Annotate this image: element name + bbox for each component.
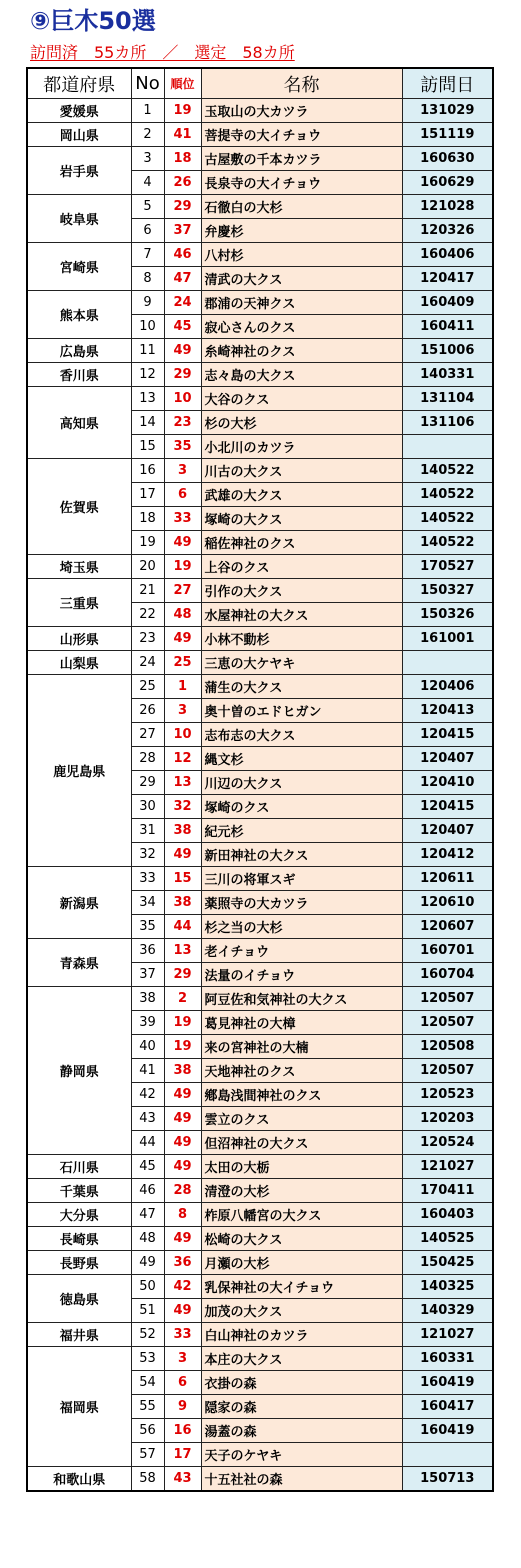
name-cell: 白山神社のカツラ <box>201 1323 402 1347</box>
visit-date-cell: 120507 <box>402 1059 493 1083</box>
table-row <box>27 99 493 123</box>
rank-cell: 33 <box>164 507 201 531</box>
number-cell: 54 <box>131 1371 164 1395</box>
header-prefecture: 都道府県 <box>27 68 131 99</box>
visit-date-cell: 120407 <box>402 747 493 771</box>
name-cell: 法量のイチョウ <box>201 963 402 987</box>
prefecture-cell: 埼玉県 <box>27 555 131 579</box>
name-cell: 八村杉 <box>201 243 402 267</box>
visit-date-cell <box>402 435 493 459</box>
visit-date-cell: 120415 <box>402 795 493 819</box>
number-cell: 26 <box>131 699 164 723</box>
prefecture-cell: 長崎県 <box>27 1227 131 1251</box>
rank-cell: 1 <box>164 675 201 699</box>
name-cell: 水屋神社の大クス <box>201 603 402 627</box>
number-cell: 9 <box>131 291 164 315</box>
name-cell: 但沼神社の大クス <box>201 1131 402 1155</box>
visit-date-cell: 140525 <box>402 1227 493 1251</box>
visit-date-cell: 120508 <box>402 1035 493 1059</box>
name-cell: 天地神社のクス <box>201 1059 402 1083</box>
table-row <box>27 1275 493 1299</box>
rank-cell: 2 <box>164 987 201 1011</box>
rank-cell: 49 <box>164 1083 201 1107</box>
table-row <box>27 1155 493 1179</box>
rank-cell: 38 <box>164 891 201 915</box>
visit-date-cell: 160411 <box>402 315 493 339</box>
prefecture-cell: 福井県 <box>27 1323 131 1347</box>
number-cell: 6 <box>131 219 164 243</box>
table-row <box>27 123 493 147</box>
name-cell: 松崎の大クス <box>201 1227 402 1251</box>
number-cell: 49 <box>131 1251 164 1275</box>
name-cell: 湯蓋の森 <box>201 1419 402 1443</box>
rank-cell: 3 <box>164 699 201 723</box>
visit-date-cell: 120610 <box>402 891 493 915</box>
visit-date-cell: 160331 <box>402 1347 493 1371</box>
name-cell: 隠家の森 <box>201 1395 402 1419</box>
header-name: 名称 <box>201 68 402 99</box>
rank-cell: 9 <box>164 1395 201 1419</box>
number-cell: 39 <box>131 1011 164 1035</box>
visit-date-cell: 120326 <box>402 219 493 243</box>
prefecture-cell: 熊本県 <box>27 291 131 339</box>
number-cell: 58 <box>131 1467 164 1492</box>
visit-date-cell: 151006 <box>402 339 493 363</box>
rank-cell: 49 <box>164 1107 201 1131</box>
rank-cell: 49 <box>164 1131 201 1155</box>
rank-cell: 38 <box>164 1059 201 1083</box>
name-cell: 塚崎のクス <box>201 795 402 819</box>
rank-cell: 49 <box>164 1299 201 1323</box>
rank-cell: 23 <box>164 411 201 435</box>
number-cell: 37 <box>131 963 164 987</box>
name-cell: 阿豆佐和気神社の大クス <box>201 987 402 1011</box>
name-cell: 玉取山の大カツラ <box>201 99 402 123</box>
rank-cell: 47 <box>164 267 201 291</box>
name-cell: 武雄の大クス <box>201 483 402 507</box>
name-cell: 老イチョウ <box>201 939 402 963</box>
visit-date-cell: 120611 <box>402 867 493 891</box>
rank-cell: 41 <box>164 123 201 147</box>
prefecture-cell: 愛媛県 <box>27 99 131 123</box>
page-title: ⑨巨木50選 <box>30 7 156 35</box>
rank-cell: 19 <box>164 1011 201 1035</box>
prefecture-cell: 長野県 <box>27 1251 131 1275</box>
rank-cell: 49 <box>164 843 201 867</box>
name-cell: 弁慶杉 <box>201 219 402 243</box>
name-cell: 本庄の大クス <box>201 1347 402 1371</box>
number-cell: 28 <box>131 747 164 771</box>
name-cell: 小北川のカツラ <box>201 435 402 459</box>
visit-date-cell: 150327 <box>402 579 493 603</box>
rank-cell: 29 <box>164 363 201 387</box>
table-row <box>27 1227 493 1251</box>
number-cell: 23 <box>131 627 164 651</box>
rank-cell: 3 <box>164 459 201 483</box>
number-cell: 56 <box>131 1419 164 1443</box>
visit-date-cell: 140325 <box>402 1275 493 1299</box>
prefecture-cell: 佐賀県 <box>27 459 131 555</box>
visit-date-cell: 120415 <box>402 723 493 747</box>
name-cell: 古屋敷の千本カツラ <box>201 147 402 171</box>
number-cell: 50 <box>131 1275 164 1299</box>
visit-date-cell: 160630 <box>402 147 493 171</box>
table-row <box>27 1251 493 1275</box>
number-cell: 19 <box>131 531 164 555</box>
table-row <box>27 1467 493 1492</box>
number-cell: 2 <box>131 123 164 147</box>
number-cell: 38 <box>131 987 164 1011</box>
visit-date-cell: 160419 <box>402 1371 493 1395</box>
name-cell: 石徹白の大杉 <box>201 195 402 219</box>
visit-date-cell: 170411 <box>402 1179 493 1203</box>
visit-date-cell: 120407 <box>402 819 493 843</box>
visit-date-cell: 121027 <box>402 1155 493 1179</box>
name-cell: 加茂の大クス <box>201 1299 402 1323</box>
rank-cell: 18 <box>164 147 201 171</box>
number-cell: 17 <box>131 483 164 507</box>
table-body <box>27 99 493 1492</box>
number-cell: 24 <box>131 651 164 675</box>
number-cell: 16 <box>131 459 164 483</box>
prefecture-cell: 新潟県 <box>27 867 131 939</box>
name-cell: 郡浦の天神クス <box>201 291 402 315</box>
number-cell: 42 <box>131 1083 164 1107</box>
visit-date-cell: 140522 <box>402 531 493 555</box>
number-cell: 45 <box>131 1155 164 1179</box>
prefecture-cell: 広島県 <box>27 339 131 363</box>
prefecture-cell: 徳島県 <box>27 1275 131 1323</box>
name-cell: 雲立のクス <box>201 1107 402 1131</box>
rank-cell: 19 <box>164 99 201 123</box>
name-cell: 鄕島浅間神社のクス <box>201 1083 402 1107</box>
name-cell: 三恵の大ケヤキ <box>201 651 402 675</box>
table-row <box>27 627 493 651</box>
name-cell: 小林不動杉 <box>201 627 402 651</box>
name-cell: 蒲生の大クス <box>201 675 402 699</box>
visit-date-cell: 140522 <box>402 459 493 483</box>
number-cell: 3 <box>131 147 164 171</box>
table-row <box>27 1203 493 1227</box>
rank-cell: 42 <box>164 1275 201 1299</box>
number-cell: 14 <box>131 411 164 435</box>
rank-cell: 10 <box>164 723 201 747</box>
name-cell: 上谷のクス <box>201 555 402 579</box>
name-cell: 衣掛の森 <box>201 1371 402 1395</box>
rank-cell: 45 <box>164 315 201 339</box>
number-cell: 4 <box>131 171 164 195</box>
visit-date-cell: 120406 <box>402 675 493 699</box>
prefecture-cell: 三重県 <box>27 579 131 627</box>
number-cell: 18 <box>131 507 164 531</box>
name-cell: 杉之当の大杉 <box>201 915 402 939</box>
number-cell: 7 <box>131 243 164 267</box>
rank-cell: 26 <box>164 171 201 195</box>
table-row <box>27 651 493 675</box>
name-cell: 薬照寺の大カツラ <box>201 891 402 915</box>
number-cell: 55 <box>131 1395 164 1419</box>
rank-cell: 36 <box>164 1251 201 1275</box>
rank-cell: 19 <box>164 1035 201 1059</box>
visit-date-cell: 160403 <box>402 1203 493 1227</box>
rank-cell: 29 <box>164 963 201 987</box>
number-cell: 35 <box>131 915 164 939</box>
rank-cell: 49 <box>164 627 201 651</box>
rank-cell: 46 <box>164 243 201 267</box>
number-cell: 51 <box>131 1299 164 1323</box>
number-cell: 27 <box>131 723 164 747</box>
visit-date-cell: 140329 <box>402 1299 493 1323</box>
visit-date-cell: 120417 <box>402 267 493 291</box>
table-row <box>27 291 493 315</box>
table-row <box>27 867 493 891</box>
table-row <box>27 195 493 219</box>
table-row <box>27 939 493 963</box>
table-row <box>27 675 493 699</box>
table-row <box>27 243 493 267</box>
number-cell: 1 <box>131 99 164 123</box>
visit-date-cell: 140522 <box>402 483 493 507</box>
number-cell: 21 <box>131 579 164 603</box>
name-cell: 志布志の大クス <box>201 723 402 747</box>
number-cell: 31 <box>131 819 164 843</box>
rank-cell: 27 <box>164 579 201 603</box>
number-cell: 30 <box>131 795 164 819</box>
name-cell: 十五社社の森 <box>201 1467 402 1492</box>
rank-cell: 19 <box>164 555 201 579</box>
rank-cell: 8 <box>164 1203 201 1227</box>
name-cell: 縄文杉 <box>201 747 402 771</box>
number-cell: 41 <box>131 1059 164 1083</box>
table-row <box>27 579 493 603</box>
prefecture-cell: 鹿児島県 <box>27 675 131 867</box>
prefecture-cell: 岡山県 <box>27 123 131 147</box>
table-row <box>27 459 493 483</box>
prefecture-cell: 山形県 <box>27 627 131 651</box>
table-row <box>27 1347 493 1371</box>
visit-date-cell: 161001 <box>402 627 493 651</box>
visit-summary: 訪問済 55カ所 ／ 選定 58カ所 <box>30 43 295 62</box>
rank-cell: 13 <box>164 939 201 963</box>
name-cell: 葛見神社の大樟 <box>201 1011 402 1035</box>
rank-cell: 49 <box>164 531 201 555</box>
prefecture-cell: 山梨県 <box>27 651 131 675</box>
prefecture-cell: 大分県 <box>27 1203 131 1227</box>
big-tree-table <box>26 67 494 1492</box>
visit-date-cell: 131104 <box>402 387 493 411</box>
table-row <box>27 363 493 387</box>
name-cell: 川古の大クス <box>201 459 402 483</box>
rank-cell: 3 <box>164 1347 201 1371</box>
prefecture-cell: 香川県 <box>27 363 131 387</box>
rank-cell: 38 <box>164 819 201 843</box>
visit-date-cell: 160417 <box>402 1395 493 1419</box>
number-cell: 12 <box>131 363 164 387</box>
table-header-row <box>27 68 493 99</box>
rank-cell: 43 <box>164 1467 201 1492</box>
visit-date-cell: 120507 <box>402 987 493 1011</box>
number-cell: 36 <box>131 939 164 963</box>
visit-date-cell: 120524 <box>402 1131 493 1155</box>
name-cell: 柞原八幡宮の大クス <box>201 1203 402 1227</box>
visit-date-cell: 120410 <box>402 771 493 795</box>
rank-cell: 49 <box>164 1227 201 1251</box>
number-cell: 13 <box>131 387 164 411</box>
rank-cell: 12 <box>164 747 201 771</box>
prefecture-cell: 宮崎県 <box>27 243 131 291</box>
header-no: No <box>131 68 164 99</box>
visit-date-cell: 120507 <box>402 1011 493 1035</box>
number-cell: 52 <box>131 1323 164 1347</box>
table-row <box>27 339 493 363</box>
rank-cell: 29 <box>164 195 201 219</box>
name-cell: 天子のケヤキ <box>201 1443 402 1467</box>
number-cell: 33 <box>131 867 164 891</box>
visit-date-cell: 160419 <box>402 1419 493 1443</box>
visit-date-cell <box>402 1443 493 1467</box>
visit-date-cell: 120523 <box>402 1083 493 1107</box>
visit-date-cell: 131106 <box>402 411 493 435</box>
number-cell: 25 <box>131 675 164 699</box>
number-cell: 5 <box>131 195 164 219</box>
header-rank: 順位 <box>164 68 201 99</box>
number-cell: 8 <box>131 267 164 291</box>
visit-date-cell: 140522 <box>402 507 493 531</box>
rank-cell: 44 <box>164 915 201 939</box>
name-cell: 川辺の大クス <box>201 771 402 795</box>
name-cell: 稲佐神社のクス <box>201 531 402 555</box>
prefecture-cell: 岩手県 <box>27 147 131 195</box>
number-cell: 11 <box>131 339 164 363</box>
number-cell: 46 <box>131 1179 164 1203</box>
name-cell: 引作の大クス <box>201 579 402 603</box>
name-cell: 菩提寺の大イチョウ <box>201 123 402 147</box>
visit-date-cell: 120607 <box>402 915 493 939</box>
visit-date-cell: 120203 <box>402 1107 493 1131</box>
name-cell: 紀元杉 <box>201 819 402 843</box>
rank-cell: 6 <box>164 483 201 507</box>
visit-date-cell: 160406 <box>402 243 493 267</box>
visit-date-cell: 121027 <box>402 1323 493 1347</box>
visit-date-cell: 150425 <box>402 1251 493 1275</box>
prefecture-cell: 青森県 <box>27 939 131 987</box>
visit-date-cell: 160704 <box>402 963 493 987</box>
name-cell: 清澄の大杉 <box>201 1179 402 1203</box>
rank-cell: 17 <box>164 1443 201 1467</box>
prefecture-cell: 和歌山県 <box>27 1467 131 1492</box>
name-cell: 乳保神社の大イチョウ <box>201 1275 402 1299</box>
number-cell: 47 <box>131 1203 164 1227</box>
number-cell: 57 <box>131 1443 164 1467</box>
name-cell: 志々島の大クス <box>201 363 402 387</box>
visit-date-cell: 160701 <box>402 939 493 963</box>
number-cell: 22 <box>131 603 164 627</box>
name-cell: 三川の将軍スギ <box>201 867 402 891</box>
rank-cell: 37 <box>164 219 201 243</box>
header-visit-date: 訪問日 <box>402 68 493 99</box>
rank-cell: 48 <box>164 603 201 627</box>
name-cell: 太田の大栃 <box>201 1155 402 1179</box>
prefecture-cell: 石川県 <box>27 1155 131 1179</box>
prefecture-cell: 高知県 <box>27 387 131 459</box>
prefecture-cell: 岐阜県 <box>27 195 131 243</box>
visit-date-cell: 121028 <box>402 195 493 219</box>
rank-cell: 32 <box>164 795 201 819</box>
number-cell: 40 <box>131 1035 164 1059</box>
table-row <box>27 1179 493 1203</box>
rank-cell: 13 <box>164 771 201 795</box>
name-cell: 塚崎の大クス <box>201 507 402 531</box>
rank-cell: 35 <box>164 435 201 459</box>
rank-cell: 16 <box>164 1419 201 1443</box>
name-cell: 新田神社の大クス <box>201 843 402 867</box>
visit-date-cell: 170527 <box>402 555 493 579</box>
rank-cell: 25 <box>164 651 201 675</box>
number-cell: 10 <box>131 315 164 339</box>
rank-cell: 33 <box>164 1323 201 1347</box>
visit-date-cell: 151119 <box>402 123 493 147</box>
number-cell: 34 <box>131 891 164 915</box>
visit-date-cell: 150326 <box>402 603 493 627</box>
name-cell: 長泉寺の大イチョウ <box>201 171 402 195</box>
prefecture-cell: 静岡県 <box>27 987 131 1155</box>
number-cell: 20 <box>131 555 164 579</box>
name-cell: 月瀬の大杉 <box>201 1251 402 1275</box>
name-cell: 杉の大杉 <box>201 411 402 435</box>
table-row <box>27 987 493 1011</box>
visit-date-cell: 150713 <box>402 1467 493 1492</box>
rank-cell: 10 <box>164 387 201 411</box>
rank-cell: 49 <box>164 1155 201 1179</box>
table-row <box>27 387 493 411</box>
rank-cell: 24 <box>164 291 201 315</box>
table-row <box>27 555 493 579</box>
table-row <box>27 147 493 171</box>
number-cell: 44 <box>131 1131 164 1155</box>
prefecture-cell: 千葉県 <box>27 1179 131 1203</box>
visit-date-cell <box>402 651 493 675</box>
rank-cell: 49 <box>164 339 201 363</box>
visit-date-cell: 120413 <box>402 699 493 723</box>
visit-date-cell: 120412 <box>402 843 493 867</box>
name-cell: 寂心さんのクス <box>201 315 402 339</box>
visit-date-cell: 160629 <box>402 171 493 195</box>
visit-date-cell: 131029 <box>402 99 493 123</box>
number-cell: 53 <box>131 1347 164 1371</box>
prefecture-cell: 福岡県 <box>27 1347 131 1467</box>
number-cell: 48 <box>131 1227 164 1251</box>
visit-date-cell: 160409 <box>402 291 493 315</box>
name-cell: 大谷のクス <box>201 387 402 411</box>
name-cell: 来の宮神社の大楠 <box>201 1035 402 1059</box>
visit-date-cell: 140331 <box>402 363 493 387</box>
rank-cell: 28 <box>164 1179 201 1203</box>
number-cell: 43 <box>131 1107 164 1131</box>
number-cell: 32 <box>131 843 164 867</box>
name-cell: 清武の大クス <box>201 267 402 291</box>
name-cell: 奥十曽のエドヒガン <box>201 699 402 723</box>
table-row <box>27 1323 493 1347</box>
rank-cell: 6 <box>164 1371 201 1395</box>
number-cell: 15 <box>131 435 164 459</box>
rank-cell: 15 <box>164 867 201 891</box>
number-cell: 29 <box>131 771 164 795</box>
name-cell: 糸崎神社のクス <box>201 339 402 363</box>
